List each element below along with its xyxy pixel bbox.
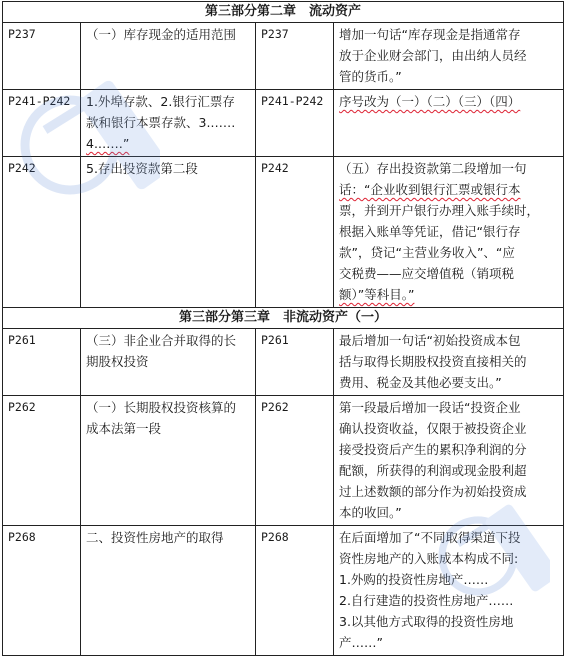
content-cell <box>81 90 256 157</box>
text-line: （一）长期股权投资核算的 <box>86 400 237 415</box>
text-line: 本的收回。” <box>339 505 402 520</box>
text-line: 额）”等科目。” <box>339 287 415 302</box>
content-cell <box>334 23 564 90</box>
content-cell <box>81 329 256 396</box>
page-reference-cell: P242 <box>256 157 334 308</box>
text-line: （一）库存现金的适用范围 <box>86 27 237 42</box>
page-reference-cell: P261 <box>3 329 81 396</box>
text-line: 3.以其他方式取得的投资性房地 <box>339 614 514 629</box>
text-line: 5.存出投资款第二段 <box>86 161 198 176</box>
content-cell <box>334 90 564 157</box>
text-line: 产……” <box>339 635 383 650</box>
page-reference-cell: P262 <box>256 396 334 526</box>
errata-table-container <box>2 1 563 656</box>
content-cell <box>81 526 256 656</box>
text-line: 二、投资性房地产的取得 <box>86 530 224 545</box>
table-row <box>3 157 564 308</box>
content-cell <box>81 157 256 308</box>
text-line: （三）非企业合并取得的长 <box>86 333 237 348</box>
content-cell <box>81 396 256 526</box>
text-line: 管的货币。” <box>339 69 402 84</box>
text-line: 1.外购的投资性房地产…… <box>339 572 489 587</box>
text-line: 4.……” <box>86 136 130 151</box>
page-reference-cell: P262 <box>3 396 81 526</box>
table-row <box>3 23 564 90</box>
page-reference-cell: P241-P242 <box>256 90 334 157</box>
text-line: 交税费——应交增值税（销项税 <box>339 266 515 281</box>
text-line: 确认投资收益，仅限于被投资企业 <box>339 421 527 436</box>
section-title: 第三部分第三章 非流动资产（一） <box>3 308 564 329</box>
table-row <box>3 90 564 157</box>
text-line: 款和银行本票存款、3.…… <box>86 115 236 130</box>
text-line: 款”，贷记“主营业务收入”、“应 <box>339 245 515 260</box>
text-line: 序号改为（一）（二）（三）（四） <box>339 94 521 109</box>
text-line: 配额，所获得的利润或现金股利超 <box>339 463 527 478</box>
text-line: 根据入账单等凭证，借记“银行存 <box>339 224 521 239</box>
text-line: 括与取得长期股权投资直接相关的 <box>339 354 527 369</box>
table-row <box>3 396 564 526</box>
text-line: 最后增加一句话“初始投资成本包 <box>339 333 521 348</box>
text-line: 接受投资后产生的累积净利润的分 <box>339 442 527 457</box>
content-cell <box>334 157 564 308</box>
text-line: 票，并到开户银行办理入账手续时， <box>339 203 540 218</box>
page-reference-cell: P268 <box>3 526 81 656</box>
errata-table-body <box>3 2 564 656</box>
text-line: 费用、税金及其他必要支出。” <box>339 375 502 390</box>
content-cell <box>334 329 564 396</box>
section-title: 第三部分第二章 流动资产 <box>3 2 564 23</box>
content-cell <box>334 526 564 656</box>
errata-table <box>2 1 564 656</box>
text-line: （五）存出投资款第二段增加一句 <box>339 161 527 176</box>
text-line: 在后面增加了“不同取得渠道下投 <box>339 530 521 545</box>
text-line: 2.自行建造的投资性房地产…… <box>339 593 514 608</box>
table-row <box>3 526 564 656</box>
text-line: 资性房地产的入账成本构成不同: <box>339 551 519 566</box>
page-reference-cell: P268 <box>256 526 334 656</box>
page-reference-cell: P237 <box>256 23 334 90</box>
text-line: 成本法第一段 <box>86 421 162 436</box>
section-header-row <box>3 308 564 329</box>
content-cell <box>334 396 564 526</box>
text-line: 第一段最后增加一段话“投资企业 <box>339 400 521 415</box>
text-line: 1.外埠存款、2.银行汇票存 <box>86 94 235 109</box>
page-reference-cell: P237 <box>3 23 81 90</box>
section-header-row <box>3 2 564 23</box>
text-line: 话：“企业收到银行汇票或银行本 <box>339 182 521 197</box>
content-cell <box>81 23 256 90</box>
text-line: 期股权投资 <box>86 354 149 369</box>
page-reference-cell: P241-P242 <box>3 90 81 157</box>
table-row <box>3 329 564 396</box>
page-reference-cell: P242 <box>3 157 81 308</box>
text-line: 过上述数额的部分作为初始投资成 <box>339 484 527 499</box>
text-line: 放于企业财会部门，由出纳人员经 <box>339 48 527 63</box>
page-reference-cell: P261 <box>256 329 334 396</box>
text-line: 增加一句话“库存现金是指通常存 <box>339 27 521 42</box>
